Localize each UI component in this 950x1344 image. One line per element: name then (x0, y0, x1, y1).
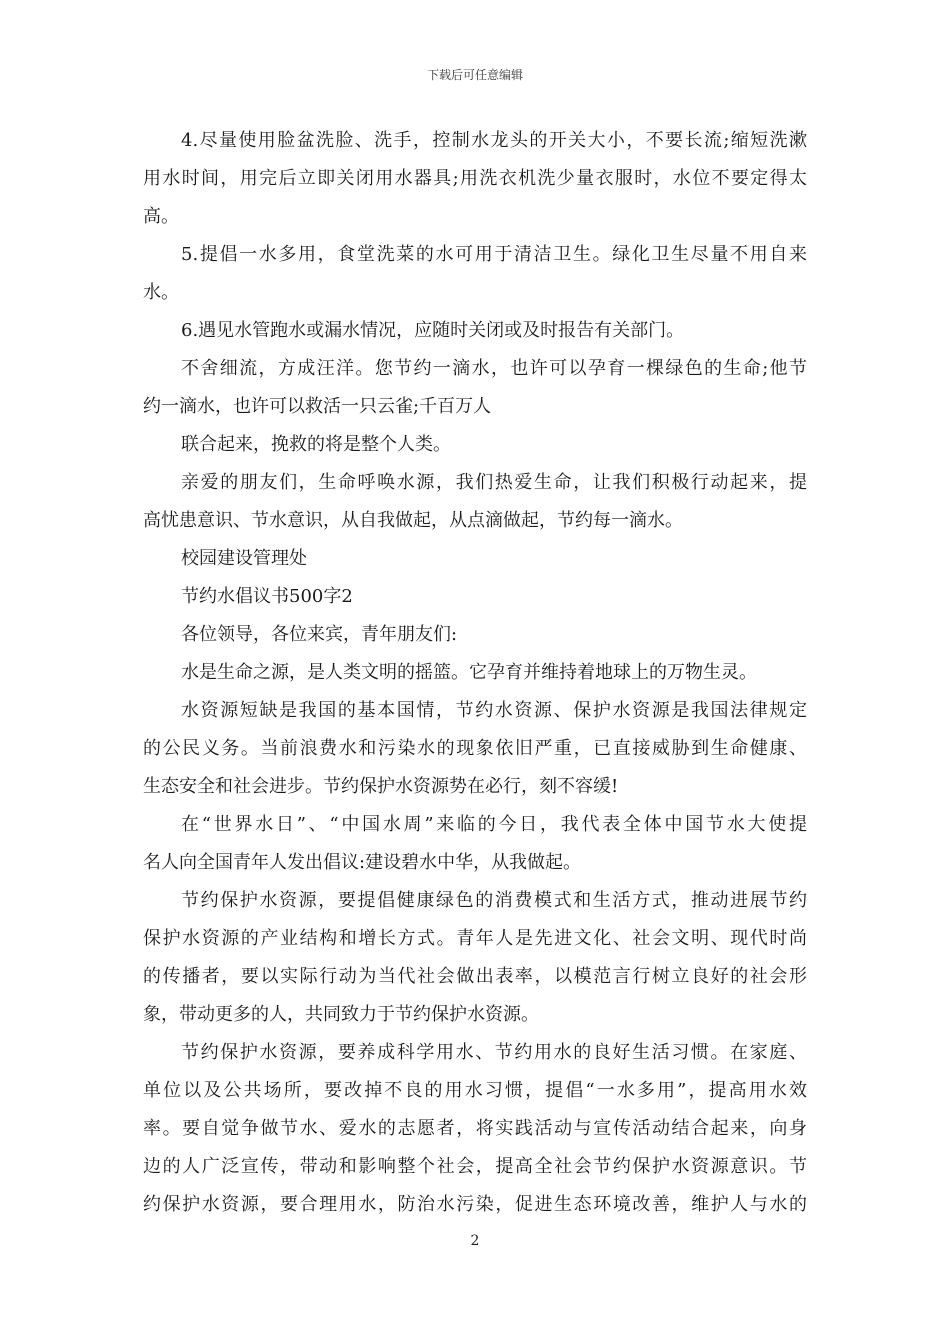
text-line: 节约保护水资源，要养成科学用水、节约用水的良好生活习惯。在家庭、 (181, 1042, 807, 1063)
text-line: 水资源短缺是我国的基本国情，节约水资源、保护水资源是我国法律规定 (181, 700, 807, 721)
text-line: 的公民义务。当前浪费水和污染水的现象依旧严重，已直接威胁到生命健康、 (143, 738, 807, 759)
text-line: 校园建设管理处 (181, 548, 307, 569)
text-line: 6.遇见水管跑水或漏水情况，应随时关闭或及时报告有关部门。 (181, 320, 685, 341)
text-line: 水是生命之源，是人类文明的摇篮。它孕育并维持着地球上的万物生灵。 (181, 662, 757, 683)
text-line: 节约水倡议书500字2 (181, 586, 353, 607)
text-line: 各位领导，各位来宾，青年朋友们: (181, 624, 458, 645)
text-line: 高忧患意识、节水意识，从自我做起，从点滴做起，节约每一滴水。 (143, 510, 683, 531)
text-line: 名人向全国青年人发出倡议:建设碧水中华，从我做起。 (143, 852, 582, 873)
text-line: 联合起来，挽救的将是整个人类。 (181, 434, 451, 455)
text-line: 不舍细流，方成汪洋。您节约一滴水，也许可以孕育一棵绿色的生命;他节 (181, 358, 807, 379)
page-header: 下载后可任意编辑 (426, 68, 523, 82)
text-line: 保护水资源的产业结构和增长方式。青年人是先进文化、社会文明、现代时尚 (143, 928, 807, 949)
text-line: 率。要自觉争做节水、爱水的志愿者，将实践活动与宣传活动结合起来，向身 (143, 1118, 807, 1139)
text-line: 单位以及公共场所，要改掉不良的用水习惯，提倡“一水多用”，提高用水效 (143, 1080, 807, 1101)
text-line: 在“世界水日”、“中国水周”来临的今日，我代表全体中国节水大使提 (181, 814, 807, 835)
text-line: 约保护水资源，要合理用水，防治水污染，促进生态环境改善，维护人与水的 (143, 1194, 807, 1215)
text-line: 的传播者，要以实际行动为当代社会做出表率，以模范言行树立良好的社会形 (143, 966, 807, 987)
text-line: 生态安全和社会进步。节约保护水资源势在必行，刻不容缓! (143, 776, 619, 797)
text-line: 水。 (143, 282, 179, 303)
text-line: 节约保护水资源，要提倡健康绿色的消费模式和生活方式，推动进展节约 (181, 890, 807, 911)
page-number: 2 (470, 1233, 480, 1249)
text-line: 5.提倡一水多用，食堂洗菜的水可用于清洁卫生。绿化卫生尽量不用自来 (181, 244, 807, 265)
text-line: 边的人广泛宣传，带动和影响整个社会，提高全社会节约保护水资源意识。节 (143, 1156, 807, 1177)
document-body (143, 122, 807, 1224)
text-line: 亲爱的朋友们，生命呼唤水源，我们热爱生命，让我们积极行动起来，提 (181, 472, 807, 493)
text-line: 象，带动更多的人，共同致力于节约保护水资源。 (143, 1004, 539, 1025)
text-line: 用水时间，用完后立即关闭用水器具;用洗衣机洗少量衣服时，水位不要定得太 (143, 168, 807, 189)
text-line: 约一滴水，也许可以救活一只云雀;千百万人 (143, 396, 492, 417)
text-line: 高。 (143, 206, 179, 227)
text-line: 4.尽量使用脸盆洗脸、洗手，控制水龙头的开关大小，不要长流;缩短洗漱 (181, 130, 807, 151)
